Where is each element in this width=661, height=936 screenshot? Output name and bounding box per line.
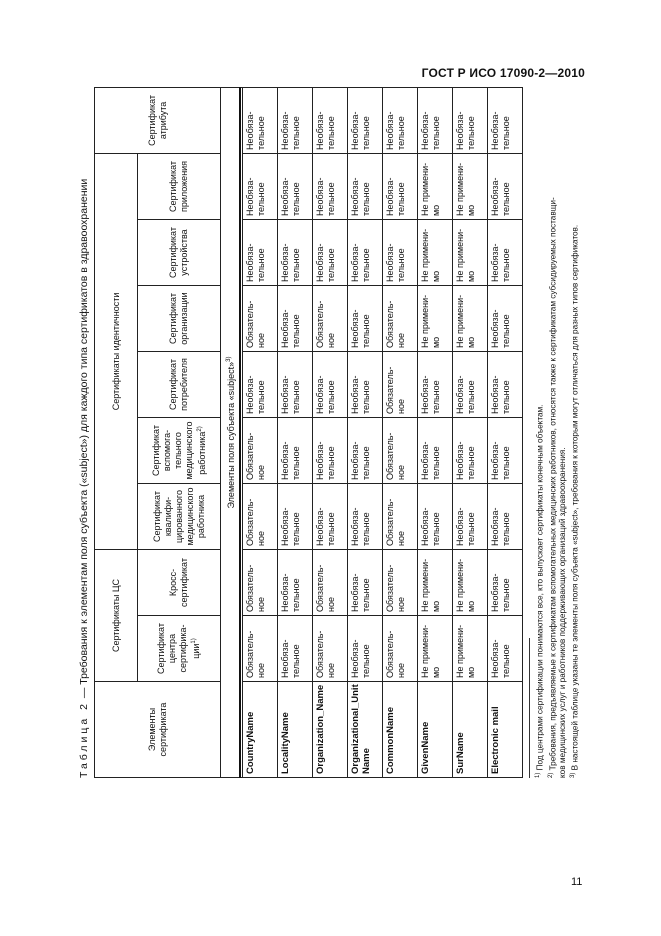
table-cell: Необяза-тельное	[348, 286, 383, 352]
table-cell: Обязатель-ное	[383, 352, 418, 418]
row-element-name: GivenName	[418, 682, 453, 778]
table-cell: Не примени-мо	[418, 153, 453, 219]
table-cell: Необяза-тельное	[278, 616, 313, 682]
table-row	[313, 87, 348, 777]
table-cell: Необяза-тельное	[313, 153, 348, 219]
table-cell: Не примени-мо	[418, 550, 453, 616]
table-cell: Не примени-мо	[418, 286, 453, 352]
footnotes	[529, 88, 581, 778]
table-cell: Необяза-тельное	[278, 418, 313, 484]
table-cell: Необяза-тельное	[418, 87, 453, 153]
footnote-1: $^{1)}$ Под центрами сертификации понимаются все, кто выпускает сертификаты конечным объектам.	[535, 404, 545, 778]
footnote-rule	[529, 638, 530, 778]
table-row	[348, 87, 383, 777]
header-device-cert: Сертификат устройства	[138, 220, 221, 286]
table-cell: Необяза-тельное	[278, 220, 313, 286]
header-group-identity: Сертификаты идентичности	[95, 153, 138, 549]
table-cell: Необяза-тельное	[348, 550, 383, 616]
header-regulated-cert: Сертификат квалифи-цированного медицинского работника	[138, 484, 221, 550]
table-cell: Необяза-тельное	[278, 286, 313, 352]
row-element-name: Organization_Name	[313, 682, 348, 778]
header-attribute-cert: Сертификат атрибута	[95, 87, 221, 153]
footnote-2: $^{2)}$ Требования, предъявляемые к сертификатам вспомогательных медицинских работников, относятся также к сертификатам субсидируемых поставщи-	[547, 197, 558, 778]
header-cross-cert: Кросс-сертификат	[138, 550, 221, 616]
header-organization-cert: Сертификат организации	[138, 286, 221, 352]
table-cell: Необяза-тельное	[488, 352, 523, 418]
footnote-2-continued: ков медицинских услуг и работников поддерживающих организаций здравоохранения.	[558, 447, 568, 778]
table-cell: Необяза-тельное	[348, 153, 383, 219]
table-cell: Обязатель-ное	[243, 616, 278, 682]
table-cell: Необяза-тельное	[488, 220, 523, 286]
table-row	[488, 87, 523, 777]
table-cell: Обязатель-ное	[383, 616, 418, 682]
document-header: ГОСТ Р ИСО 17090-2—2010	[421, 66, 585, 80]
table-cell: Необяза-тельное	[418, 418, 453, 484]
rotated-table-block	[74, 88, 584, 778]
table-cell: Необяза-тельное	[348, 220, 383, 286]
table-cell: Необяза-тельное	[488, 484, 523, 550]
table-cell: Не примени-мо	[453, 550, 488, 616]
table-cell: Необяза-тельное	[278, 153, 313, 219]
requirements-table	[94, 87, 523, 778]
footnote-ref-1: 1)	[191, 638, 197, 644]
table-cell: Обязатель-ное	[383, 550, 418, 616]
header-elements: Элементы сертификата	[95, 682, 221, 778]
footnote-ref-3: 3)	[225, 356, 232, 362]
table-cell: Необяза-тельное	[488, 550, 523, 616]
table-cell: Обязатель-ное	[243, 286, 278, 352]
table-cell: Необяза-тельное	[453, 418, 488, 484]
table-cell: Необяза-тельное	[453, 87, 488, 153]
table-cell: Необяза-тельное	[418, 484, 453, 550]
header-ca-center-cert: Сертификат центра сертифика-ции$^{1)}$	[138, 616, 221, 682]
table-cell: Обязатель-ное	[383, 418, 418, 484]
table-row	[243, 87, 278, 777]
table-row	[278, 87, 313, 777]
header-consumer-cert: Сертификат потребителя	[138, 352, 221, 418]
table-cell: Необяза-тельное	[453, 484, 488, 550]
table-caption	[74, 88, 94, 778]
table-cell: Необяза-тельное	[243, 352, 278, 418]
table-row	[418, 87, 453, 777]
table-cell: Необяза-тельное	[488, 87, 523, 153]
header-group-ca: Сертификаты ЦС	[95, 550, 138, 682]
table-cell: Необяза-тельное	[348, 616, 383, 682]
table-cell: Необяза-тельное	[488, 418, 523, 484]
footnote-3: $^{3)}$ В настоящей таблице указаны те элементы поля субъекта «subject», требования к которым могут отличаться для разных типов сертификатов.	[570, 224, 581, 778]
table-cell: Не примени-мо	[453, 153, 488, 219]
table-cell: Обязатель-ное	[243, 418, 278, 484]
page-number: 11	[571, 876, 583, 888]
header-assistant-cert: Сертификат вспомога-тельного медицинского работника$^{2)}$	[138, 418, 221, 484]
table-cell: Обязатель-ное	[243, 484, 278, 550]
table-cell: Обязатель-ное	[243, 550, 278, 616]
table-cell: Необяза-тельное	[383, 87, 418, 153]
table-cell: Необяза-тельное	[488, 286, 523, 352]
row-element-name: SurName	[453, 682, 488, 778]
header-application-cert: Сертификат приложения	[138, 153, 221, 219]
table-cell: Необяза-тельное	[278, 550, 313, 616]
table-cell: Необяза-тельное	[383, 153, 418, 219]
table-cell: Необяза-тельное	[348, 87, 383, 153]
table-cell: Необяза-тельное	[243, 153, 278, 219]
table-cell: Необяза-тельное	[418, 352, 453, 418]
row-element-name: CountryName	[243, 682, 278, 778]
table-cell: Необяза-тельное	[453, 352, 488, 418]
table-cell: Обязатель-ное	[313, 616, 348, 682]
table-cell: Не примени-мо	[453, 616, 488, 682]
table-cell: Необяза-тельное	[383, 220, 418, 286]
caption-text: — Требования к элементам поля субъекта («subject») для каждого типа сертификатов в здравоохранении	[78, 178, 90, 702]
table-cell: Необяза-тельное	[243, 220, 278, 286]
table-cell: Не примени-мо	[418, 220, 453, 286]
table-cell: Необяза-тельное	[313, 87, 348, 153]
table-cell: Необяза-тельное	[488, 153, 523, 219]
table-cell: Необяза-тельное	[313, 352, 348, 418]
header-subject-elements: Элементы поля субъекта «subject»$^{3)}$	[221, 87, 241, 777]
table-cell: Необяза-тельное	[278, 352, 313, 418]
table-cell: Необяза-тельное	[278, 484, 313, 550]
table-cell: Необяза-тельное	[313, 220, 348, 286]
table-cell: Не примени-мо	[418, 616, 453, 682]
table-cell: Необяза-тельное	[243, 87, 278, 153]
table-cell: Необяза-тельное	[278, 87, 313, 153]
table-cell: Обязатель-ное	[313, 286, 348, 352]
table-cell: Не примени-мо	[453, 220, 488, 286]
table-cell: Необяза-тельное	[348, 352, 383, 418]
table-cell: Обязатель-ное	[313, 550, 348, 616]
row-element-name: CommonName	[383, 682, 418, 778]
caption-prefix: Таблица 2	[78, 701, 90, 778]
table-row	[383, 87, 418, 777]
table-cell: Необяза-тельное	[348, 418, 383, 484]
table-cell: Необяза-тельное	[488, 616, 523, 682]
table-cell: Обязатель-ное	[383, 484, 418, 550]
table-row	[453, 87, 488, 777]
table-cell: Обязатель-ное	[383, 286, 418, 352]
table-cell: Необяза-тельное	[313, 484, 348, 550]
row-element-name: LocalityName	[278, 682, 313, 778]
table-cell: Не примени-мо	[453, 286, 488, 352]
table-cell: Необяза-тельное	[313, 418, 348, 484]
row-element-name: Organizational_Unit Name	[348, 682, 383, 778]
table-cell: Необяза-тельное	[348, 484, 383, 550]
row-element-name: Electronic mail	[488, 682, 523, 778]
footnote-ref-2: 2)	[196, 426, 203, 432]
